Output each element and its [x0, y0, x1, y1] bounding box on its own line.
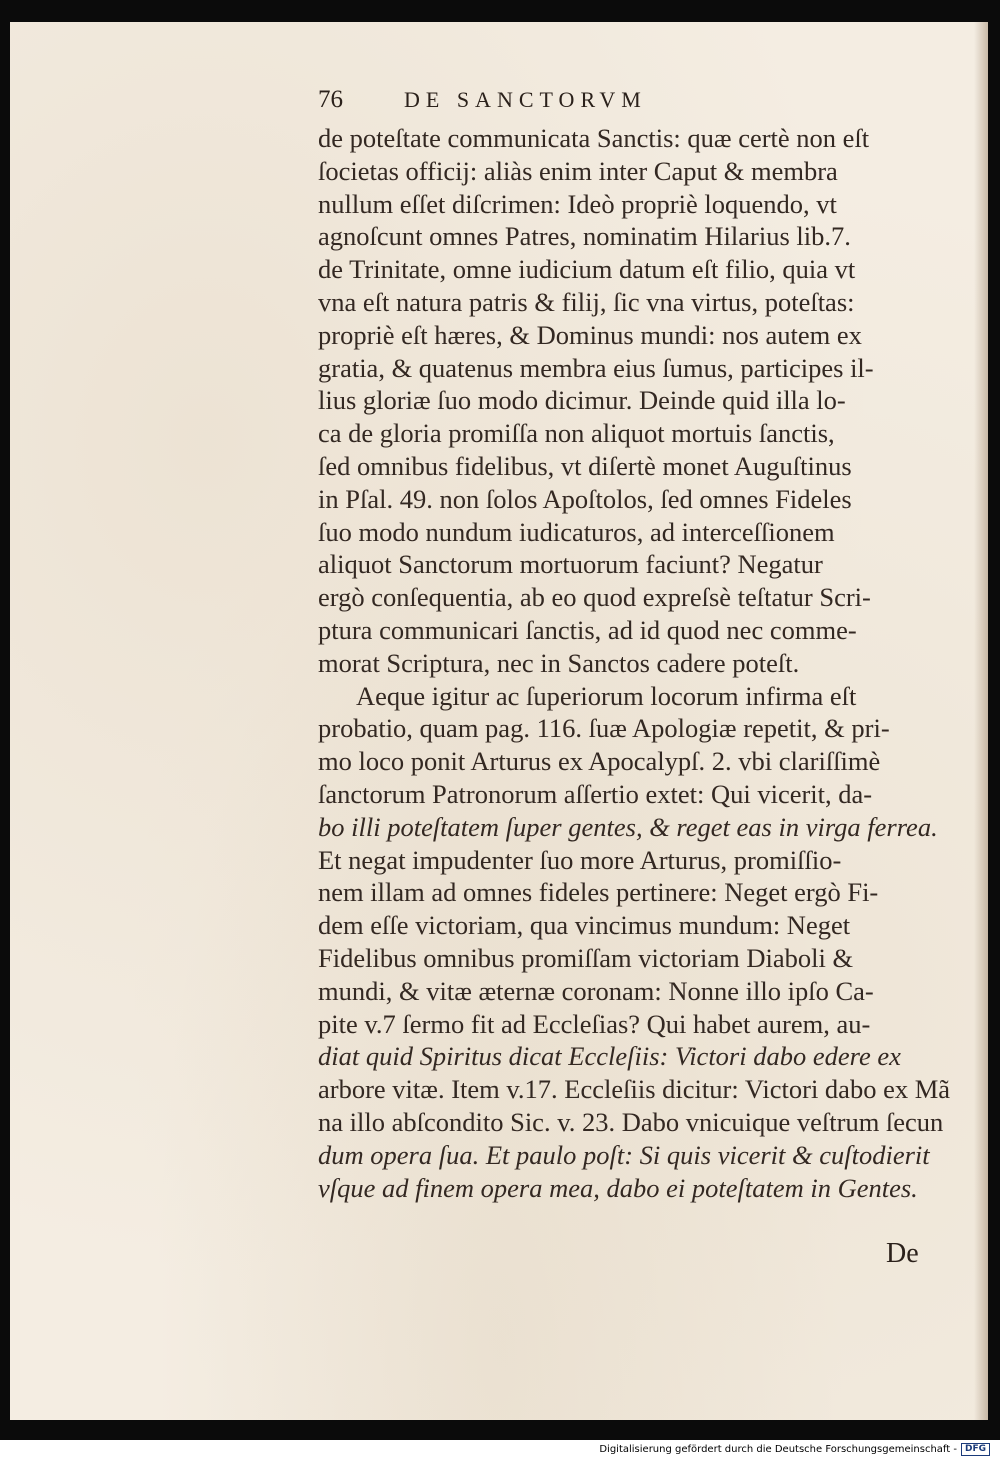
- text-block: [318, 122, 956, 1204]
- dfg-logo-icon: DFG: [961, 1443, 990, 1456]
- text-line: ſed omnibus fidelibus, vt diſertè monet Auguſtinus: [318, 450, 852, 481]
- text-line: ergò conſequentia, ab eo quod expreſsè teſtatur Scri-: [318, 582, 871, 613]
- text-line: ca de gloria promiſſa non aliquot mortuis ſanctis,: [318, 418, 835, 449]
- text-line: Aeque igitur ac ſuperiorum locorum infirma eſt: [356, 680, 857, 711]
- text-line: ptura communicari ſanctis, ad id quod nec comme-: [318, 614, 857, 645]
- text-line: diat quid Spiritus dicat Eccleſiis: Victori dabo edere ex: [318, 1041, 901, 1072]
- text-line: morat Scriptura, nec in Sanctos cadere poteſt.: [318, 647, 800, 678]
- text-line: ſuo modo nundum iudicaturos, ad interceſſionem: [318, 516, 835, 547]
- footer: [0, 1440, 1000, 1459]
- text-line: vſque ad finem opera mea, dabo ei poteſtatem in Gentes.: [318, 1172, 918, 1203]
- text-line: vna eſt natura patris & filij, ſic vna virtus, poteſtas:: [318, 286, 855, 317]
- text-line: pite v.7 ſermo fit ad Eccleſias? Qui habet aurem, au-: [318, 1008, 871, 1039]
- text-line: aliquot Sanctorum mortuorum faciunt? Negatur: [318, 549, 823, 580]
- page-number: 76: [318, 86, 343, 113]
- text-line: dem eſſe victoriam, qua vincimus mundum: Neget: [318, 910, 851, 941]
- text-line: lius gloriæ ſuo modo dicimur. Deinde quid illa lo-: [318, 385, 846, 416]
- text-line: nem illam ad omnes fideles pertinere: Neget ergò Fi-: [318, 877, 879, 908]
- text-line: propriè eſt hæres, & Dominus mundi: nos autem ex: [318, 319, 862, 350]
- running-head-title: DE SANCTORVM: [404, 87, 647, 112]
- text-line: Fidelibus omnibus promiſſam victoriam Diaboli &: [318, 942, 854, 973]
- text-line: de poteſtate communicata Sanctis: quæ certè non eſt: [318, 123, 870, 153]
- running-head: [318, 86, 778, 114]
- text-line: arbore vitæ. Item v.17. Eccleſiis dicitur: Victori dabo ex Mã: [318, 1074, 951, 1105]
- text-line: na illo abſcondito Sic. v. 23. Dabo vnicuique veſtrum ſecun: [318, 1106, 944, 1137]
- footer-credit: Digitalisierung gefördert durch die Deutsche Forschungsgemeinschaft -: [599, 1444, 957, 1455]
- text-line: ſanctorum Patronorum aſſertio extet: Qui vicerit, da-: [318, 778, 873, 809]
- text-line: mundi, & vitæ æternæ coronam: Nonne illo ipſo Ca-: [318, 975, 874, 1006]
- text-line: de Trinitate, omne iudicium datum eſt filio, quia vt: [318, 254, 856, 285]
- text-line: nullum eſſet diſcrimen: Ideò propriè loquendo, vt: [318, 188, 837, 219]
- text-line: dum opera ſua. Et paulo poſt: Si quis vicerit & cuſtodierit: [318, 1139, 930, 1170]
- text-line: probatio, quam pag. 116. ſuæ Apologiæ repetit, & pri-: [318, 713, 890, 744]
- text-line: gratia, & quatenus membra eius ſumus, participes il-: [318, 352, 874, 383]
- text-line: ſocietas officij: aliàs enim inter Caput & membra: [318, 155, 838, 186]
- text-line: bo illi poteſtatem ſuper gentes, & reget eas in virga ferrea.: [318, 811, 938, 842]
- catchword: De: [886, 1238, 919, 1269]
- text-line: mo loco ponit Arturus ex Apocalypſ. 2. vbi clariſſimè: [318, 746, 881, 777]
- page-edge-shadow: [974, 22, 988, 1420]
- text-line: in Pſal. 49. non ſolos Apoſtolos, ſed omnes Fideles: [318, 483, 852, 514]
- text-line: agnoſcunt omnes Patres, nominatim Hilarius lib.7.: [318, 221, 851, 252]
- text-line: Et negat impudenter ſuo more Arturus, promiſſio-: [318, 844, 842, 875]
